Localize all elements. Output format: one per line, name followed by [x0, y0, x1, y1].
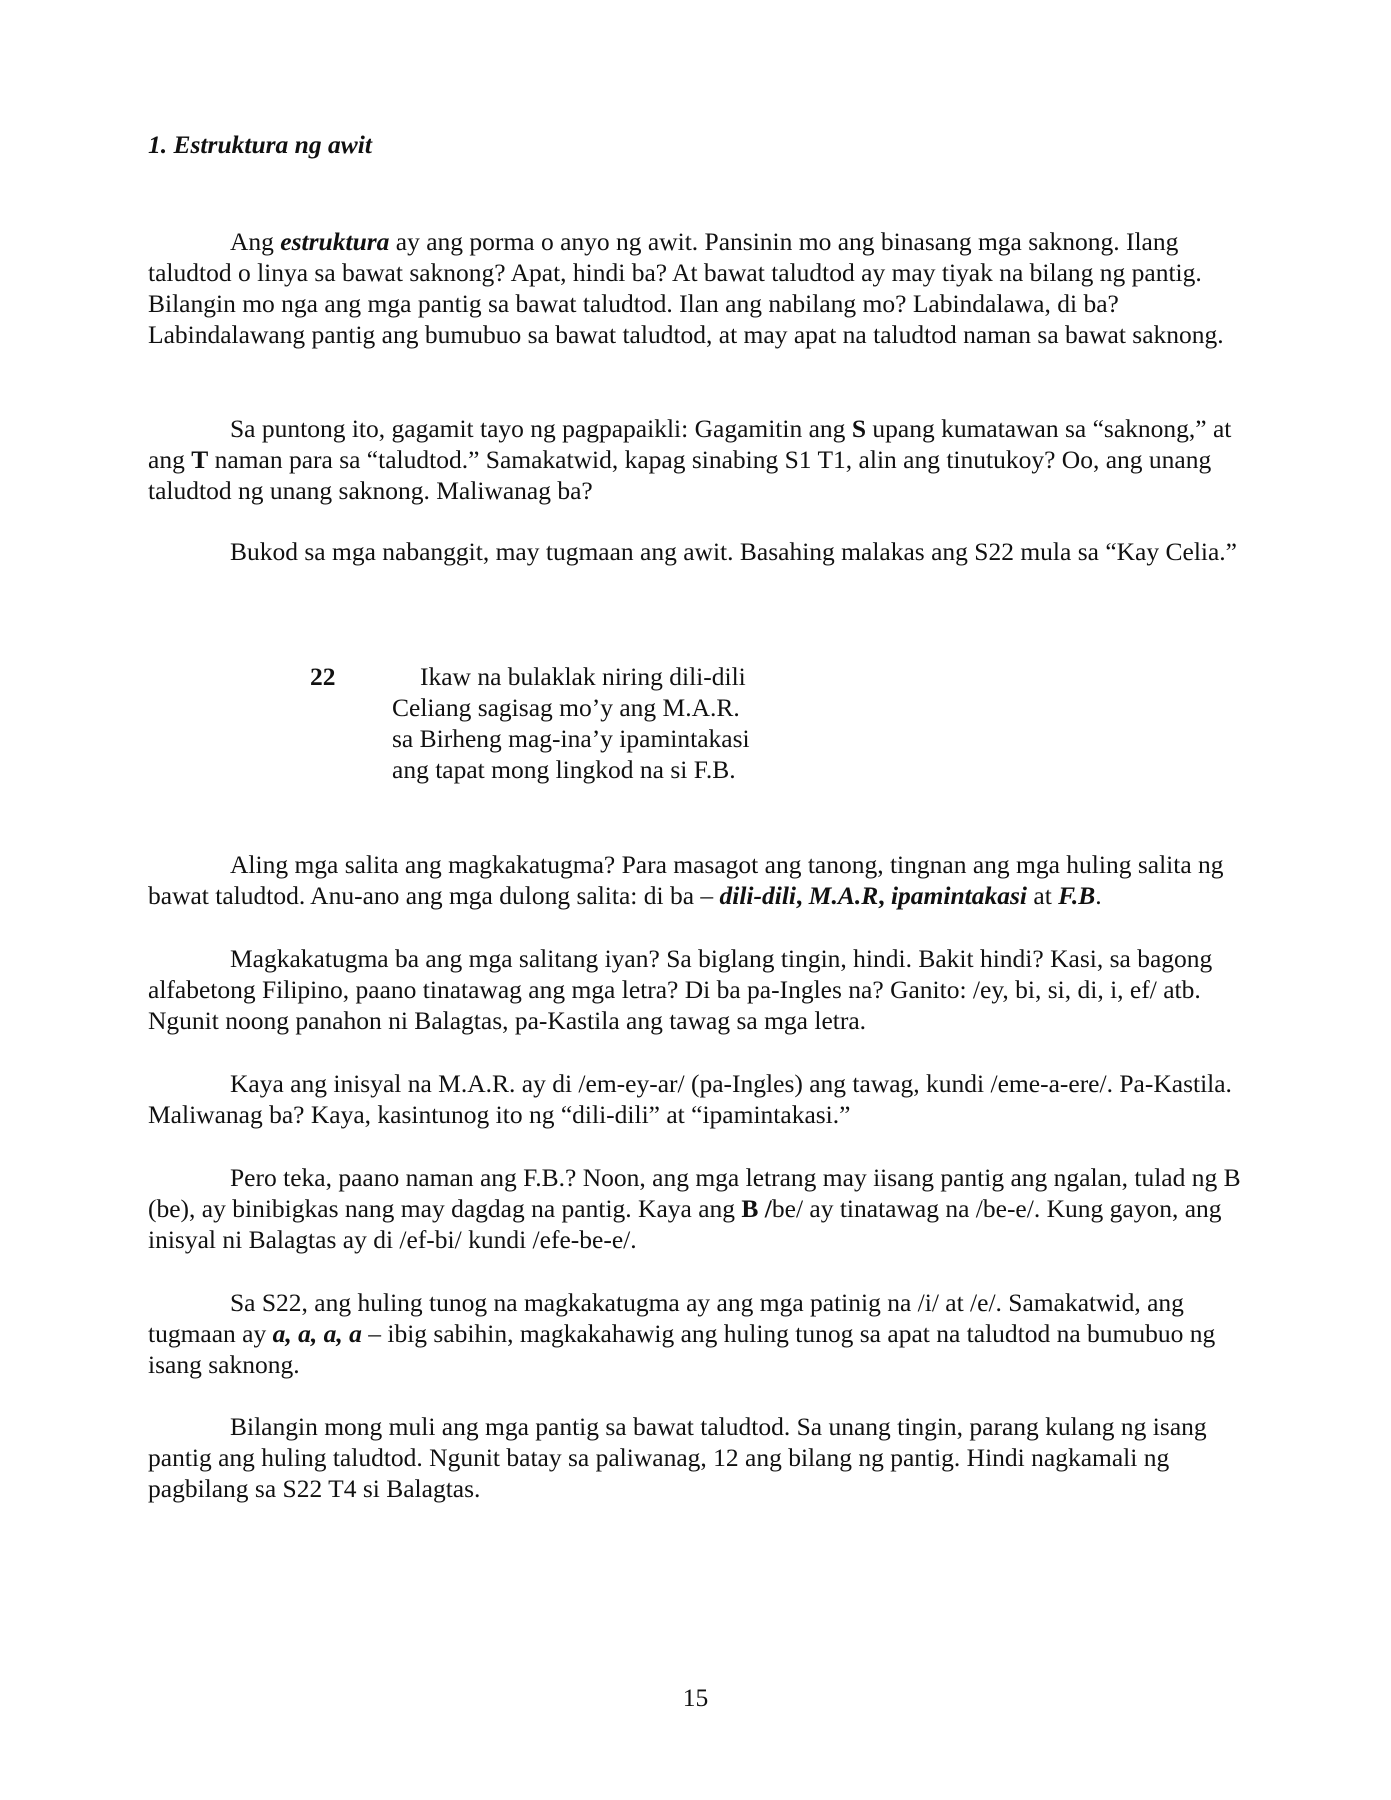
paragraph-bilang-pantig: Bilangin mong muli ang mga pantig sa bawat taludtod. Sa unang tingin, parang kulang ng isang pantig ang huling taludtod. Ngunit batay sa paliwanag, 12 ang bilang ng pantig. Hindi nagkamali ng pagbilang sa S22 T4 si Balagtas. [148, 1412, 1207, 1503]
stanza-line: Celiang sagisag mo’y ang M.A.R. [392, 693, 740, 722]
stanza-lines [392, 661, 912, 785]
p4-word-ipamintakasi: ipamintakasi [890, 881, 1027, 910]
p8-rhyme-scheme: a, a, a, a [272, 1319, 362, 1348]
paragraph-tugmaan: Bukod sa mga nabanggit, may tugmaan ang awit. Basahing malakas ang S22 mula sa “Kay Celia.” [230, 537, 1238, 566]
p7-text-c: be/ ay tinatawag na /be-e/. Kung gayon, ang inisyal ni Balagtas ay di /ef-bi/ kundi /efe-be-e/. [148, 1194, 1222, 1254]
p1-text-a: Ang [230, 227, 281, 256]
p2-text-c: upang kumatawan sa “saknong,” at ang [148, 414, 1232, 474]
paragraph-inisyal-fb [148, 1162, 1263, 1255]
p4-word-fb: F.B [1058, 881, 1096, 910]
stanza-line: sa Birheng mag-ina’y ipamintakasi [392, 724, 750, 753]
p7-text-a: Pero teka, paano naman ang F.B.? Noon, ang mga letrang may iisang pantig ang ngalan, tulad ng B (be), ay binibigkas nang may dagdag na pantig. Kaya ang [148, 1163, 1241, 1223]
stanza-number: 22 [310, 662, 336, 691]
p4-text-g: at [1027, 881, 1059, 910]
p4-period: . [1095, 881, 1102, 910]
p2-text-a: Sa puntong ito, gagamit tayo ng pagpapaikli: Gagamitin ang [230, 414, 852, 443]
p2-abbr-s: S [851, 414, 866, 443]
stanza-line: ang tapat mong lingkod na si F.B. [392, 755, 736, 784]
paragraph-estruktura [148, 226, 1263, 350]
paragraph-alfabeto: Magkakatugma ba ang mga salitang iyan? Sa biglang tingin, hindi. Bakit hindi? Kasi, sa bagong alfabetong Filipino, paano tinatawag ang mga letra? Di ba pa-Ingles na? Ganito: /ey, bi, si, di, i, ef/ atb. Ngunit noong panahon ni Balagtas, pa-Kastila ang tawag sa mga letra. [148, 944, 1213, 1035]
p7-letter-b: B / [741, 1194, 772, 1223]
p1-text-c: ay ang porma o anyo ng awit. Pansinin mo ang binasang mga saknong. Ilang taludtod o linya sa bawat saknong? Apat, hindi ba? At bawat taludtod ay may tiyak na bilang ng pantig. Bilangin mo nga ang mga pantig sa bawat taludtod. Ilan ang nabilang mo? Labindalawa, di ba? Labindalawang pantig ang bumubuo sa bawat taludtod, at may apat na taludtod naman sa bawat saknong. [148, 227, 1224, 349]
p4-text-a: Aling mga salita ang magkakatugma? Para masagot ang tanong, tingnan ang mga huling salita ng bawat taludtod. Anu-ano ang mga dulong salita: di ba – [148, 850, 1224, 910]
paragraph-s22-tugmaan [148, 1287, 1263, 1380]
p4-comma: , [878, 881, 891, 910]
p2-text-e: naman para sa “taludtod.” Samakatwid, kapag sinabing S1 T1, alin ang tinutukoy? Oo, ang unang taludtod ng unang saknong. Maliwanag ba? [148, 445, 1212, 505]
p4-word-dili-dili: dili-dili [719, 881, 797, 910]
section-heading: 1. Estruktura ng awit [148, 130, 372, 159]
page-number: 15 [682, 1683, 709, 1712]
paragraph-inisyal-mar: Kaya ang inisyal na M.A.R. ay di /em-ey-ar/ (pa-Ingles) ang tawag, kundi /eme-a-ere/. Pa-Kastila. Maliwanag ba? Kaya, kasintunog ito ng “dili-dili” at “ipamintakasi.” [148, 1069, 1232, 1129]
paragraph-magkakatugma [148, 849, 1263, 911]
p8-text-a: Sa S22, ang huling tunog na magkakatugma ay ang mga patinig na /i/ at /e/. Samakatwid, ang tugmaan ay [148, 1288, 1184, 1348]
p1-term-estruktura: estruktura [280, 227, 390, 256]
p4-word-mar: M.A.R [808, 881, 879, 910]
p8-text-c: – ibig sabihin, magkakahawig ang huling tunog sa apat na taludtod na bumubuo ng isang saknong. [148, 1319, 1216, 1379]
stanza-line: Ikaw na bulaklak niring dili-dili [420, 662, 746, 691]
p4-comma: , [796, 881, 809, 910]
paragraph-pagpapaikli [148, 413, 1263, 506]
p2-abbr-t: T [191, 445, 209, 474]
